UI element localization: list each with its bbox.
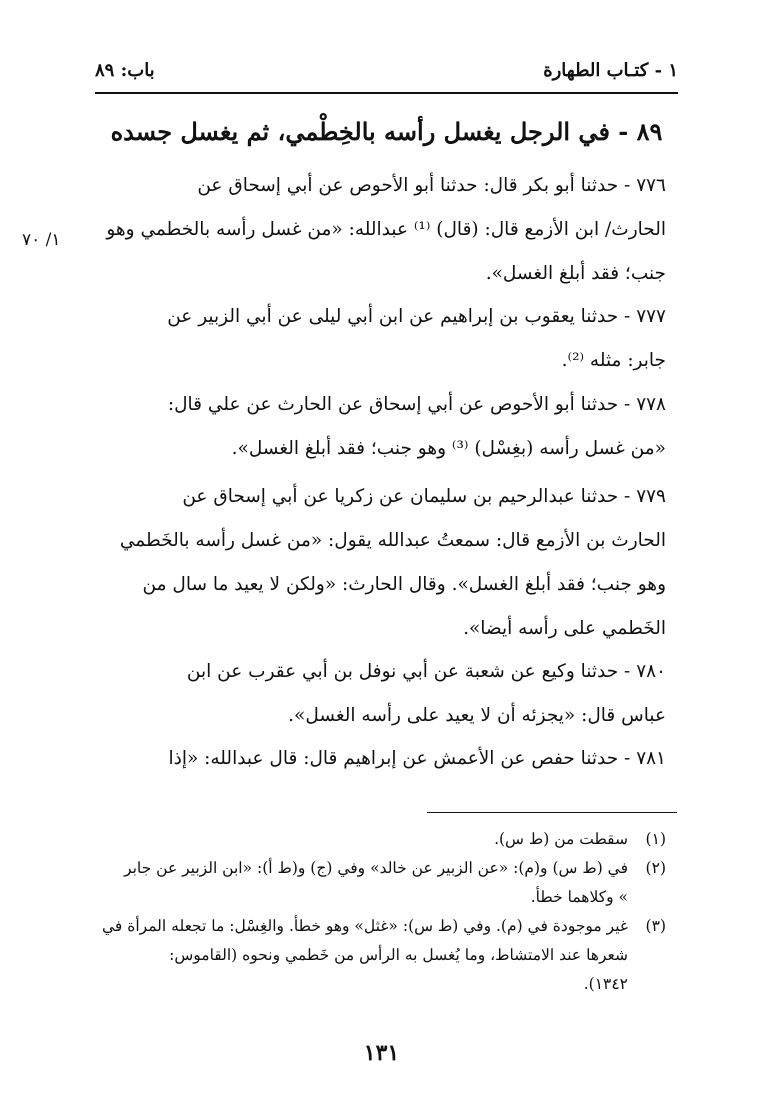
text-line: جابر: مثله ⁽²⁾.	[561, 350, 666, 371]
hadith-778	[86, 383, 666, 471]
text-line: «من غسل رأسه (بغِسْل) ⁽³⁾ وهو جنب؛ فقد أبلغ الغسل».	[231, 438, 666, 459]
footnote-number: (١)	[645, 830, 666, 848]
hadith-780	[86, 650, 666, 738]
text-line: ٧٧٨ - حدثنا أبو الأحوص عن أبي إسحاق عن الحارث عن علي قال:	[167, 394, 666, 415]
section-title: ٨٩ - في الرجل يغسل رأسه بالخِطْمي، ثم يغسل جسده	[110, 117, 663, 146]
footnote-rule	[427, 812, 677, 813]
footnote-3	[86, 912, 666, 999]
text-line: ٧٧٩ - حدثنا عبدالرحيم بن سليمان عن زكريا عن أبي إسحاق عن	[182, 486, 666, 507]
text-line: وهو جنب؛ فقد أبلغ الغسل». وقال الحارث: «ولكن لا يعيد ما سال من	[142, 574, 666, 595]
text-line: جنب؛ فقد أبلغ الغسل».	[485, 263, 666, 284]
footnote-line: في (ط س) و(م): «عن الزبير عن خالد» وفي (ج) و(ط أ): «ابن الزبير عن جابر	[124, 859, 628, 877]
text-line: الحارث بن الأزمع قال: سمعتُ عبدالله يقول: «من غسل رأسه بالخَطمي	[119, 530, 666, 551]
footnote-number: (٣)	[645, 917, 666, 935]
text-line: ٧٧٦ - حدثنا أبو بكر قال: حدثنا أبو الأحوص عن أبي إسحاق عن	[197, 175, 666, 196]
margin-reference: ١/ ٧٠	[22, 230, 61, 250]
footnote-2	[86, 854, 666, 912]
text-line: ٧٨١ - حدثنا حفص عن الأعمش عن إبراهيم قال: قال عبدالله: «إذا	[168, 748, 666, 769]
hadith-781	[86, 737, 666, 781]
page-number: ١٣١	[363, 1040, 400, 1066]
bab-label: باب: ٨٩	[95, 60, 155, 81]
text-line: عباس قال: «يجزئه أن لا يعيد على رأسه الغسل».	[288, 705, 666, 726]
footnote-number: (٢)	[645, 859, 666, 877]
text-line: ٧٨٠ - حدثنا وكيع عن شعبة عن أبي نوفل بن أبي عقرب عن ابن	[186, 661, 666, 682]
footnote-line: سقطت من (ط س).	[494, 830, 628, 848]
hadith-776	[86, 164, 666, 296]
page-header	[95, 56, 678, 92]
text-line: ٧٧٧ - حدثنا يعقوب بن إبراهيم عن ابن أبي ليلى عن أبي الزبير عن	[167, 306, 666, 327]
hadith-779	[86, 475, 666, 651]
text-line: الحارث/ ابن الأزمع قال: (قال) ⁽¹⁾ عبدالله: «من غسل رأسه بالخطمي وهو	[106, 219, 666, 240]
footnote-line: شعرها عند الامتشاط، وما يُغسل به الرأس من خَطمي ونحوه (القاموس:	[169, 946, 628, 964]
footnote-line: غير موجودة في (م). وفي (ط س): «غثل» وهو خطأ. والغِسْل: ما تجعله المرأة في	[101, 917, 628, 935]
hadith-777	[86, 295, 666, 383]
footnote-line: ١٣٤٢).	[583, 975, 628, 993]
chapter-title: ١ - كتـاب الطهارة	[543, 60, 678, 81]
footnote-line: » وكلاهما خطأ.	[530, 888, 628, 906]
footnote-1	[86, 825, 666, 854]
footnotes	[86, 825, 666, 999]
text-line: الخَطمي على رأسه أيضا».	[463, 618, 666, 639]
header-rule	[95, 92, 678, 94]
